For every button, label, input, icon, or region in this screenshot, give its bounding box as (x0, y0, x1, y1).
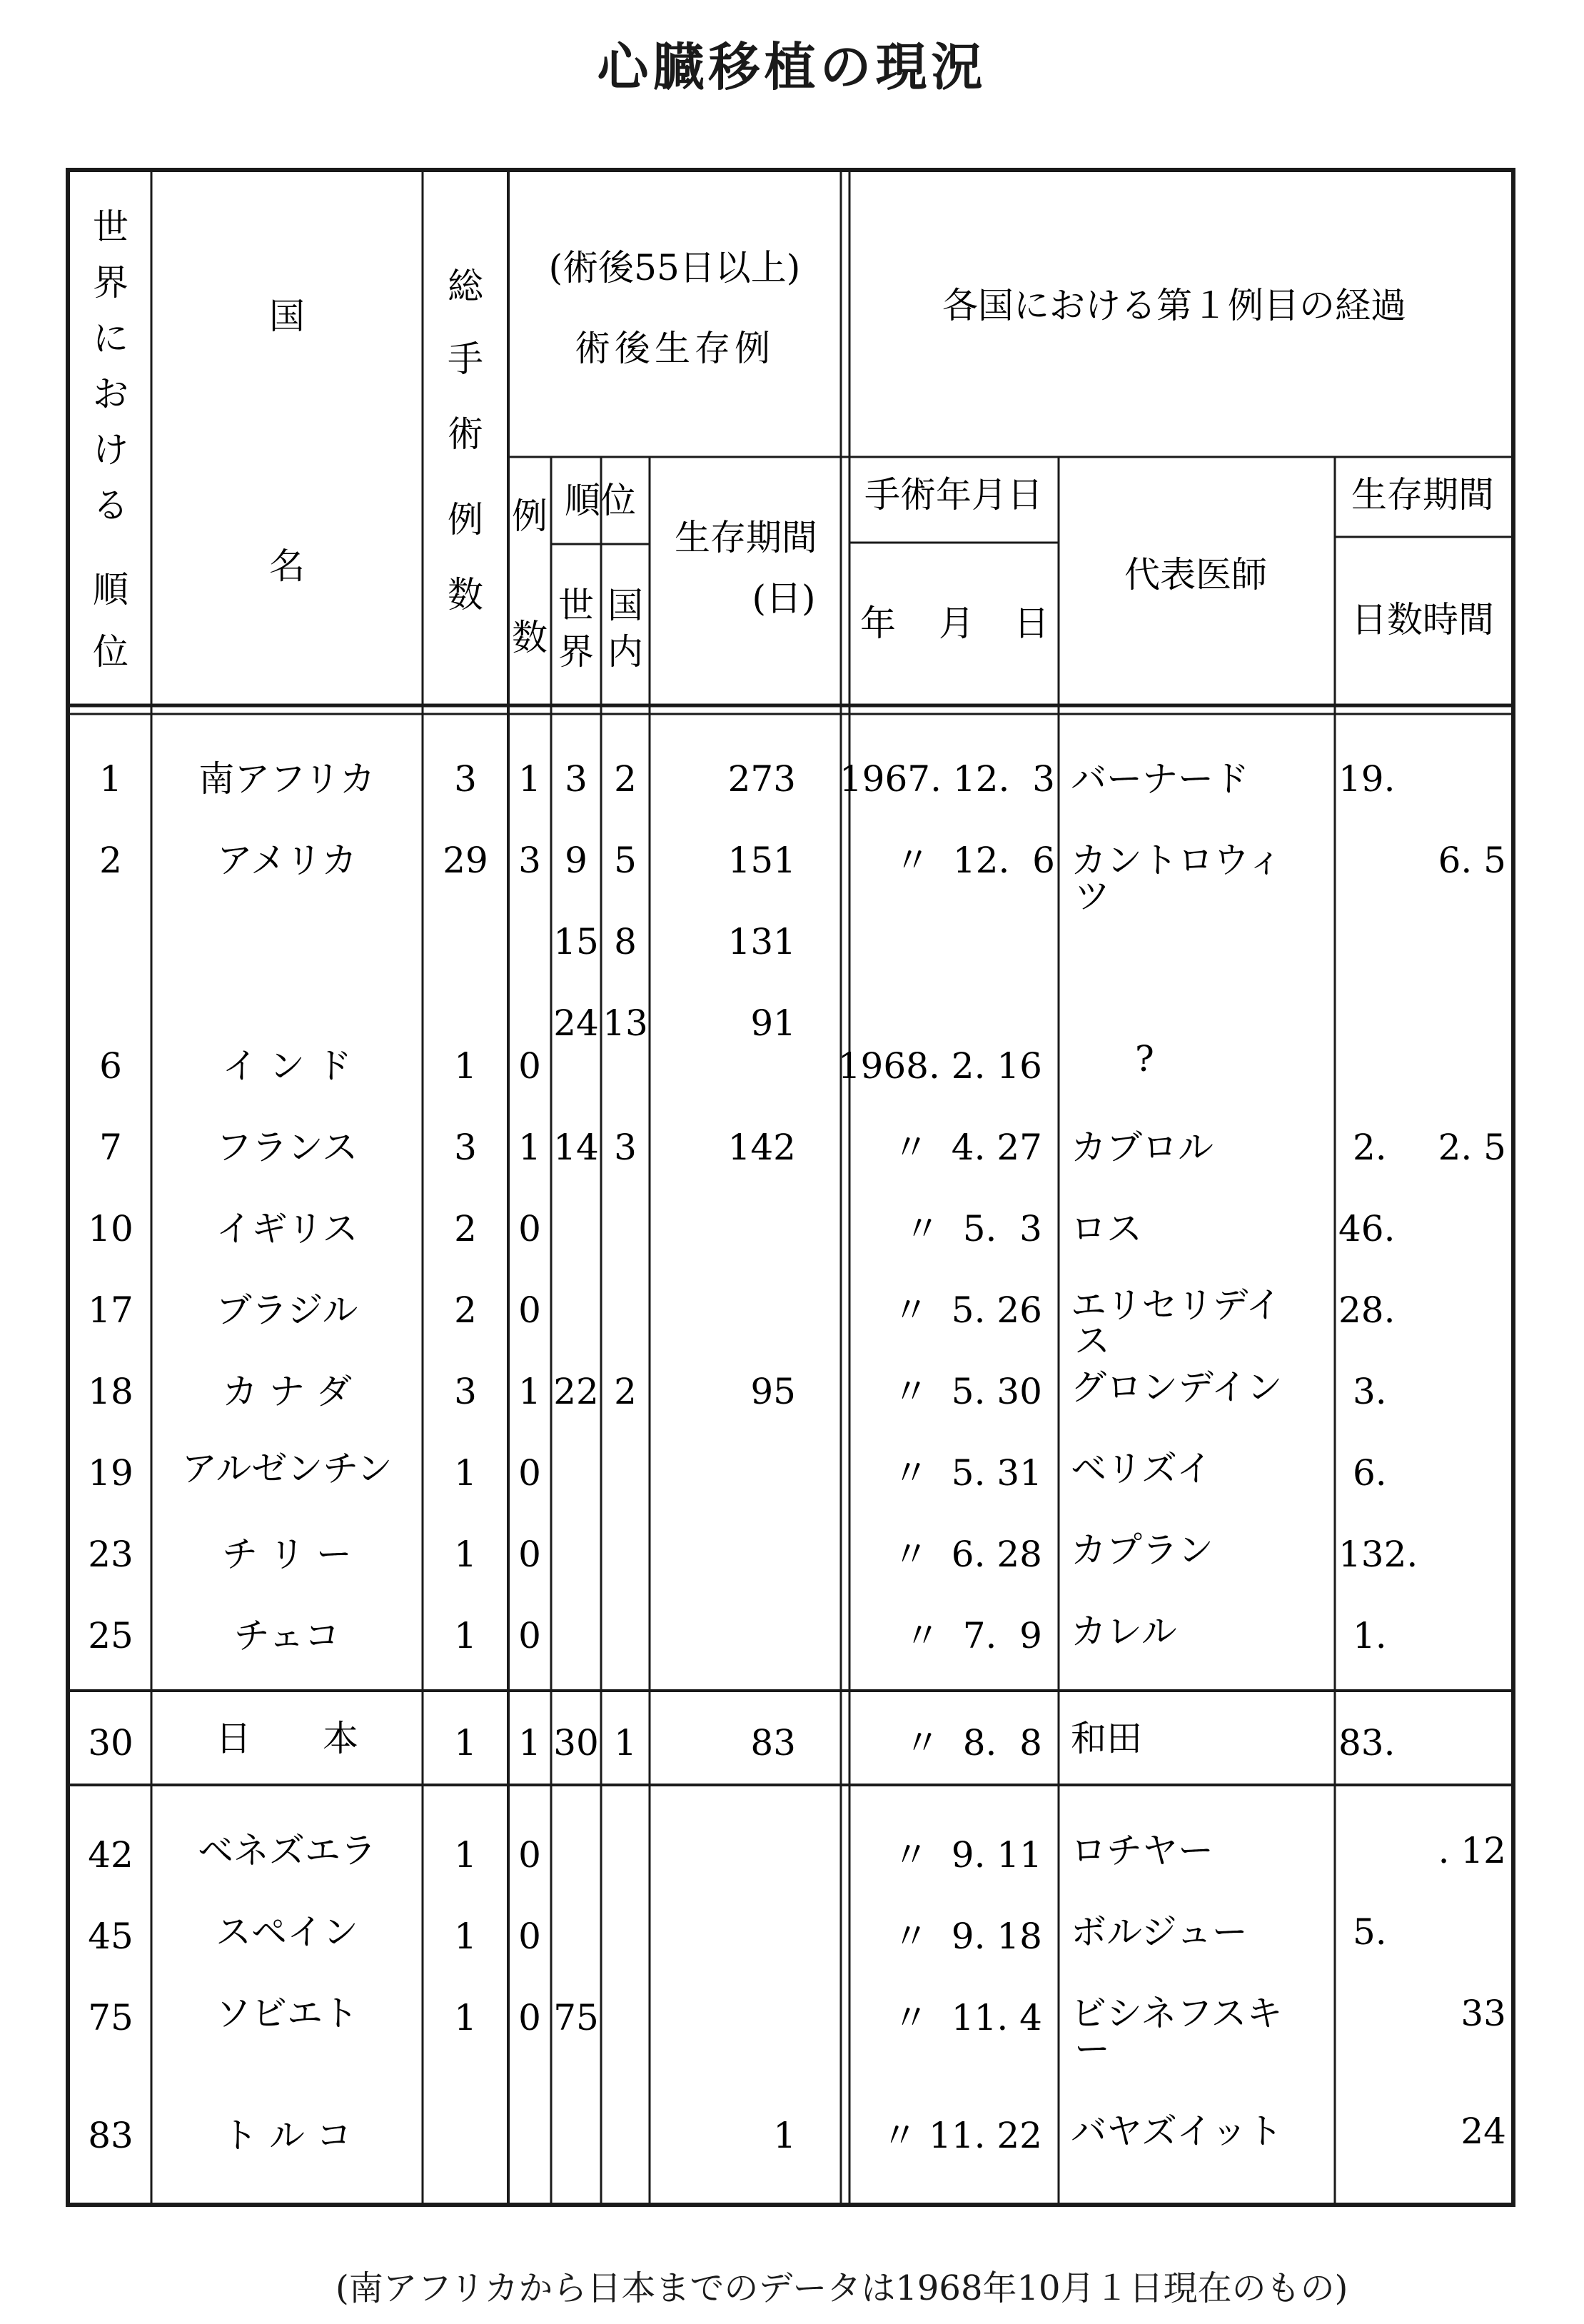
cell-country: カ ナ ダ (222, 1371, 352, 1412)
cell-country: ブラジル (216, 1289, 358, 1331)
cell-cases: 1 (518, 1127, 541, 1168)
cell-cases: 0 (518, 1289, 541, 1331)
header-country-name: 名 (269, 545, 305, 587)
header-world-rank-char: け (93, 429, 128, 471)
cell-op-date: 〃 5. 30 (892, 1371, 1042, 1412)
cell-op-date: 〃 7. 9 (904, 1615, 1042, 1656)
cell-doctor: ロス (1071, 1208, 1142, 1249)
cell-world-rank: 19 (88, 1452, 133, 1494)
cell-total: 1 (454, 1452, 477, 1494)
cell-cases: 0 (518, 1208, 541, 1249)
cell-rank-world: 9 (565, 840, 587, 881)
header-first-case: 各国における第１例目の経過 (942, 285, 1406, 326)
cell-total: 1 (454, 1615, 477, 1656)
cell-country: チェコ (233, 1615, 340, 1656)
cell-rank-domestic: 3 (614, 1127, 637, 1168)
cell-hours: 2. 5 (1438, 1127, 1506, 1168)
cell-hours: 24 (1461, 2111, 1506, 2152)
cell-cases: 0 (518, 1534, 541, 1575)
header-total-ops (448, 266, 485, 615)
cell-doctor: バーナード (1071, 758, 1249, 800)
cell-country: 南アフリカ (198, 758, 375, 800)
header-country: 国 (269, 296, 305, 337)
table-row-japan (88, 1718, 1395, 1764)
cell-total: 1 (454, 1834, 477, 1876)
cell-world-rank: 30 (88, 1722, 133, 1764)
table-row (88, 1448, 1387, 1494)
cell-rank-world: 30 (553, 1722, 599, 1764)
header-world-rank (93, 206, 129, 673)
cell-days: 1. (1353, 1615, 1387, 1656)
cell-world-rank: 75 (88, 1997, 133, 2038)
header-world-rank-char: る (93, 485, 128, 526)
cell-country: アメリカ (216, 840, 358, 881)
header-doctor: 代表医師 (1124, 554, 1267, 595)
header-rank: 順位 (565, 480, 636, 521)
header-op-date-day: 日 (1014, 603, 1049, 644)
cell-world-rank: 17 (88, 1289, 133, 1331)
header-survival: 生存期間 (1351, 474, 1494, 515)
cell-hours: 6. 5 (1438, 840, 1506, 881)
table-row (88, 1993, 1506, 2070)
cell-rank-world: 75 (553, 1997, 599, 2038)
header-op-date-year: 年 (860, 603, 896, 644)
cell-op-date: 1967. 12. 3 (839, 758, 1055, 800)
cell-survival-days: 95 (750, 1371, 796, 1412)
cell-doctor: ビシネフスキ (1071, 1993, 1283, 2034)
cell-op-date: 〃 11. 22 (882, 2115, 1042, 2156)
cell-hours: . 12 (1438, 1830, 1506, 1871)
cell-world-rank: 7 (99, 1127, 122, 1168)
page-title: 心臓移植の現況 (597, 37, 987, 97)
header-op-date: 手術年月日 (864, 474, 1043, 515)
cell-doctor: グロンデイン (1071, 1367, 1283, 1408)
cell-rank-domestic: 8 (614, 921, 637, 962)
cell-cases: 3 (518, 840, 541, 881)
table-row (88, 1284, 1395, 1362)
cell-doctor: カントロウィ (1071, 840, 1283, 881)
table-row (99, 1038, 1154, 1087)
cell-total: 2 (454, 1208, 477, 1249)
cell-doctor: バヤズイット (1071, 2111, 1283, 2152)
cell-cases: 0 (518, 1834, 541, 1876)
header-world-rank-char: 世 (93, 206, 128, 248)
header-rank-domestic-char: 国 (607, 585, 643, 626)
header-total-ops-char: 数 (448, 574, 483, 615)
cell-cases: 0 (518, 1997, 541, 2038)
cell-doctor: カブロル (1071, 1127, 1214, 1168)
cell-survival-days: 142 (727, 1127, 796, 1168)
header-world-rank-char: 界 (93, 262, 128, 303)
cell-days: 2. (1353, 1127, 1387, 1168)
cell-total: 1 (454, 1534, 477, 1575)
cell-survival-days: 273 (727, 758, 796, 800)
cell-days: 6. (1353, 1452, 1387, 1494)
cell-total: 29 (443, 840, 488, 881)
cell-total: 1 (454, 1916, 477, 1957)
cell-op-date: 〃 5. 3 (904, 1208, 1042, 1249)
cell-cases: 0 (518, 1452, 541, 1494)
table-row (99, 758, 1395, 800)
cell-op-date: 1968. 2. 16 (837, 1045, 1042, 1087)
header-world-rank-char: お (93, 373, 128, 415)
cell-cases: 0 (518, 1045, 541, 1087)
cell-cases: 0 (518, 1916, 541, 1957)
cell-cases: 1 (518, 758, 541, 800)
cell-cases: 1 (518, 1722, 541, 1764)
cell-rank-domestic: 1 (614, 1722, 637, 1764)
cell-country: ト ル コ (222, 2115, 352, 2156)
cell-doctor-cont: ツ (1074, 875, 1110, 917)
cell-total: 3 (454, 1127, 477, 1168)
header-total-ops-char: 術 (448, 413, 483, 455)
cell-world-rank: 23 (88, 1534, 133, 1575)
cell-total: 1 (454, 1997, 477, 2038)
cell-doctor-cont: ー (1074, 2028, 1110, 2070)
cell-country: イギリス (216, 1208, 358, 1249)
cell-days: 19. (1338, 758, 1396, 800)
cell-op-date: 〃 12. 6 (894, 840, 1055, 881)
cell-country: イ ン ド (222, 1045, 352, 1087)
footnote: (南アフリカから日本までのデータは1968年10月１日現在のもの) (336, 2268, 1348, 2308)
cell-total: 1 (454, 1722, 477, 1764)
header-cases-char: 例 (512, 496, 548, 537)
cell-rank-domestic: 2 (614, 1371, 637, 1412)
cell-country: チ リ ー (222, 1534, 352, 1575)
header-op-date-month: 月 (939, 603, 974, 644)
cell-days: 83. (1338, 1722, 1396, 1764)
cell-total: 1 (454, 1045, 477, 1087)
cell-world-rank: 45 (88, 1916, 133, 1957)
header-survival-days-unit: (日) (752, 578, 816, 619)
cell-op-date: 〃 5. 31 (892, 1452, 1042, 1494)
table-row (99, 840, 1506, 917)
cell-doctor: 和田 (1071, 1718, 1142, 1759)
cell-op-date: 〃 9. 18 (892, 1916, 1042, 1957)
cell-doctor: エリセリデイ (1071, 1284, 1281, 1326)
cell-rank-domestic: 2 (614, 758, 637, 800)
cell-country: フランス (216, 1127, 358, 1168)
table-row (99, 1127, 1506, 1168)
cell-survival-days: 91 (750, 1002, 796, 1044)
cell-days: 46. (1338, 1208, 1396, 1249)
cell-survival-days: 131 (727, 921, 796, 962)
table-row (88, 1529, 1418, 1575)
cell-world-rank: 42 (88, 1834, 133, 1876)
cell-cases: 0 (518, 1615, 541, 1656)
header-rank-domestic-char: 内 (607, 631, 643, 673)
cell-rank-world: 22 (553, 1371, 599, 1412)
header-survival-sub: 日数時間 (1351, 599, 1494, 640)
cell-country: 日 本 (216, 1718, 358, 1759)
cell-op-date: 〃 9. 11 (892, 1834, 1042, 1876)
cell-world-rank: 83 (88, 2115, 133, 2156)
cell-rank-world: 3 (565, 758, 587, 800)
header-world-rank-char: に (93, 318, 128, 359)
header-world-rank-char: 順 (93, 569, 128, 610)
header-rank-world-char: 界 (558, 631, 594, 673)
cell-rank-world: 15 (553, 921, 599, 962)
cell-country: ベネズエラ (198, 1830, 376, 1871)
cell-op-date: 〃 4. 27 (892, 1127, 1042, 1168)
cell-total: 2 (454, 1289, 477, 1331)
cell-rank-domestic: 13 (602, 1002, 648, 1044)
table-lines (68, 170, 1513, 2205)
header-world-rank-char: 位 (93, 631, 128, 673)
header-cases-char: 数 (512, 617, 548, 658)
header-survivors: 術後生存例 (575, 328, 775, 369)
cell-days: 132. (1338, 1534, 1418, 1575)
cell-rank-domestic: 5 (614, 840, 637, 881)
header-total-ops-char: 手 (448, 338, 483, 380)
table-row (88, 1367, 1387, 1412)
cell-hours: 33 (1461, 1993, 1506, 2034)
table-row (88, 2111, 1506, 2156)
cell-cases: 1 (518, 1371, 541, 1412)
cell-days: 3. (1353, 1371, 1387, 1412)
cell-world-rank: 1 (99, 758, 122, 800)
cell-op-date: 〃 5. 26 (892, 1289, 1042, 1331)
cell-days: 28. (1338, 1289, 1396, 1331)
cell-doctor-cont: ス (1074, 1320, 1110, 1362)
table-row (553, 921, 796, 962)
table-row (88, 1208, 1395, 1249)
cell-world-rank: 10 (88, 1208, 133, 1249)
table-row (88, 1911, 1387, 1957)
cell-op-date: 〃 6. 28 (892, 1534, 1042, 1575)
table-row (88, 1830, 1506, 1876)
header-survival-days: 生存期間 (675, 517, 817, 558)
cell-world-rank: 18 (88, 1371, 133, 1412)
cell-doctor: ? (1135, 1038, 1154, 1080)
cell-op-date: 〃 8. 8 (904, 1722, 1042, 1764)
cell-country: ソビエト (216, 1993, 358, 2034)
cell-survival-days: 1 (773, 2115, 796, 2156)
cell-world-rank: 6 (99, 1045, 122, 1087)
cell-world-rank: 25 (88, 1615, 133, 1656)
table-row (88, 1611, 1387, 1656)
cell-op-date: 〃 11. 4 (892, 1997, 1042, 2038)
cell-total: 3 (454, 758, 477, 800)
cell-doctor: ベリズイ (1071, 1448, 1212, 1489)
cell-doctor: ボルジュー (1071, 1911, 1248, 1953)
cell-survival-days: 151 (727, 840, 796, 881)
header-rank-world-char: 世 (558, 585, 594, 626)
table-row (553, 1002, 796, 1044)
header-total-ops-char: 総 (448, 266, 483, 307)
cell-rank-world: 14 (553, 1127, 599, 1168)
cell-days: 5. (1353, 1911, 1387, 1953)
cell-total: 3 (454, 1371, 477, 1412)
cell-doctor: カレル (1071, 1611, 1177, 1652)
cell-world-rank: 2 (99, 840, 122, 881)
cell-survival-days: 83 (750, 1722, 796, 1764)
cell-doctor: ロチヤー (1071, 1830, 1214, 1871)
cell-doctor: カプラン (1071, 1529, 1214, 1571)
header-survivors-note: (術後55日以上) (548, 247, 801, 288)
header-total-ops-char: 例 (448, 499, 483, 540)
cell-country: アルゼンチン (181, 1448, 393, 1489)
cell-rank-world: 24 (553, 1002, 599, 1044)
cell-country: スペイン (216, 1911, 358, 1953)
